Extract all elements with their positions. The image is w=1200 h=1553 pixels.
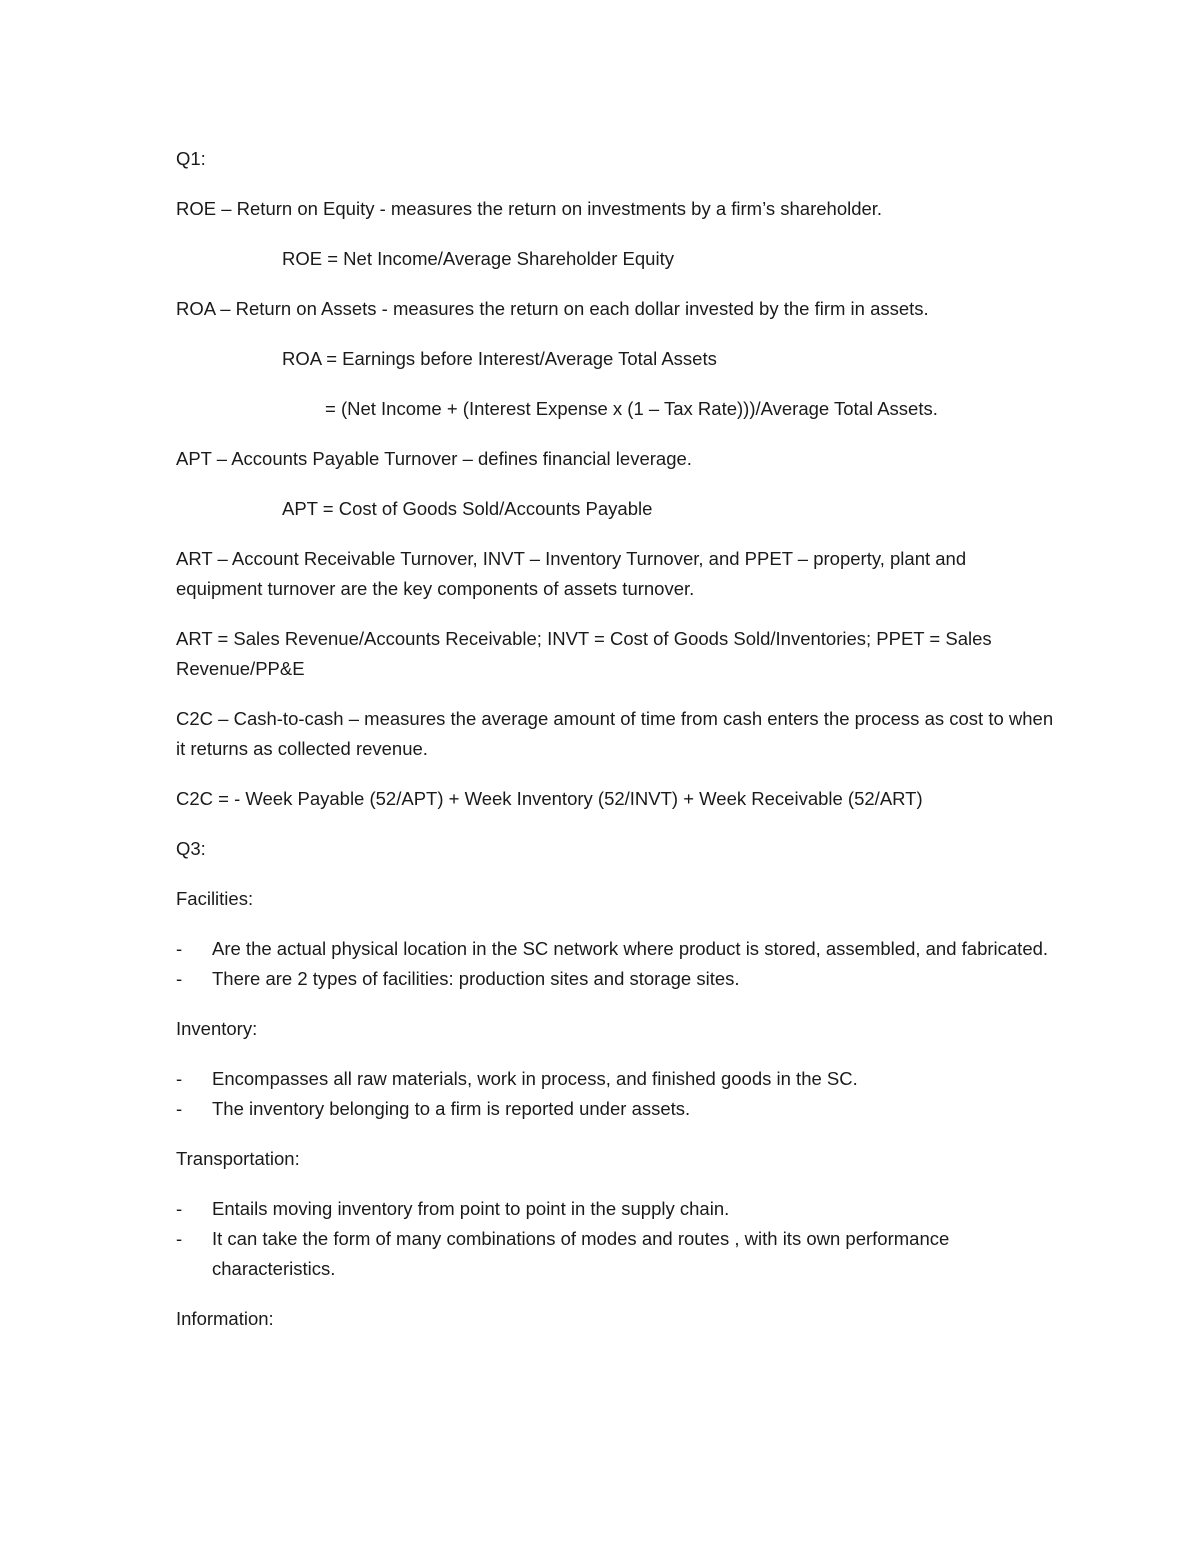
roa-formula-2: = (Net Income + (Interest Expense x (1 – Tax Rate)))/Average Total Assets. [325,398,938,419]
roe-formula: ROE = Net Income/Average Shareholder Equity [282,248,674,269]
q3-heading: Q3: [176,838,206,859]
q1-heading: Q1: [176,148,206,169]
facilities-list [176,934,1056,994]
art-formula: ART = Sales Revenue/Accounts Receivable; INVT = Cost of Goods Sold/Inventories; PPET = Sales Revenue/PP&E [176,628,992,679]
list-item [176,1224,1056,1284]
bullet-dash: - [176,1098,183,1119]
inventory-title: Inventory: [176,1018,258,1039]
list-item [176,934,1056,964]
apt-formula: APT = Cost of Goods Sold/Accounts Payable [282,498,653,519]
bullet-dash: - [176,968,183,989]
list-item [176,1064,1056,1094]
list-item-text: The inventory belonging to a firm is reported under assets. [212,1098,691,1119]
art-definition: ART – Account Receivable Turnover, INVT – Inventory Turnover, and PPET – property, plant and equipment turnover are the key components of assets turnover. [176,548,967,599]
roe-definition: ROE – Return on Equity - measures the return on investments by a firm’s shareholder. [176,198,883,219]
c2c-formula: C2C = - Week Payable (52/APT) + Week Inventory (52/INVT) + Week Receivable (52/ART) [176,788,923,809]
bullet-dash: - [176,1068,183,1089]
list-item [176,1094,1056,1124]
transportation-list [176,1194,1056,1284]
document-body [176,144,1056,1354]
list-item-text: Are the actual physical location in the SC network where product is stored, assembled, and fabricated. [212,938,1049,959]
list-item-text: There are 2 types of facilities: production sites and storage sites. [212,968,740,989]
list-item-text: Entails moving inventory from point to point in the supply chain. [212,1198,730,1219]
bullet-dash: - [176,1198,183,1219]
roa-definition: ROA – Return on Assets - measures the return on each dollar invested by the firm in assets. [176,298,929,319]
list-item [176,1194,1056,1224]
list-item [176,964,1056,994]
inventory-list [176,1064,1056,1124]
information-title: Information: [176,1308,274,1329]
roa-formula-1: ROA = Earnings before Interest/Average Total Assets [282,348,717,369]
bullet-dash: - [176,1228,183,1249]
apt-definition: APT – Accounts Payable Turnover – defines financial leverage. [176,448,692,469]
c2c-definition: C2C – Cash-to-cash – measures the average amount of time from cash enters the process as cost to when it returns as collected revenue. [176,708,1054,759]
transportation-title: Transportation: [176,1148,300,1169]
facilities-title: Facilities: [176,888,254,909]
list-item-text: It can take the form of many combinations of modes and routes , with its own performance characteristics. [212,1228,950,1279]
bullet-dash: - [176,938,183,959]
list-item-text: Encompasses all raw materials, work in process, and finished goods in the SC. [212,1068,858,1089]
